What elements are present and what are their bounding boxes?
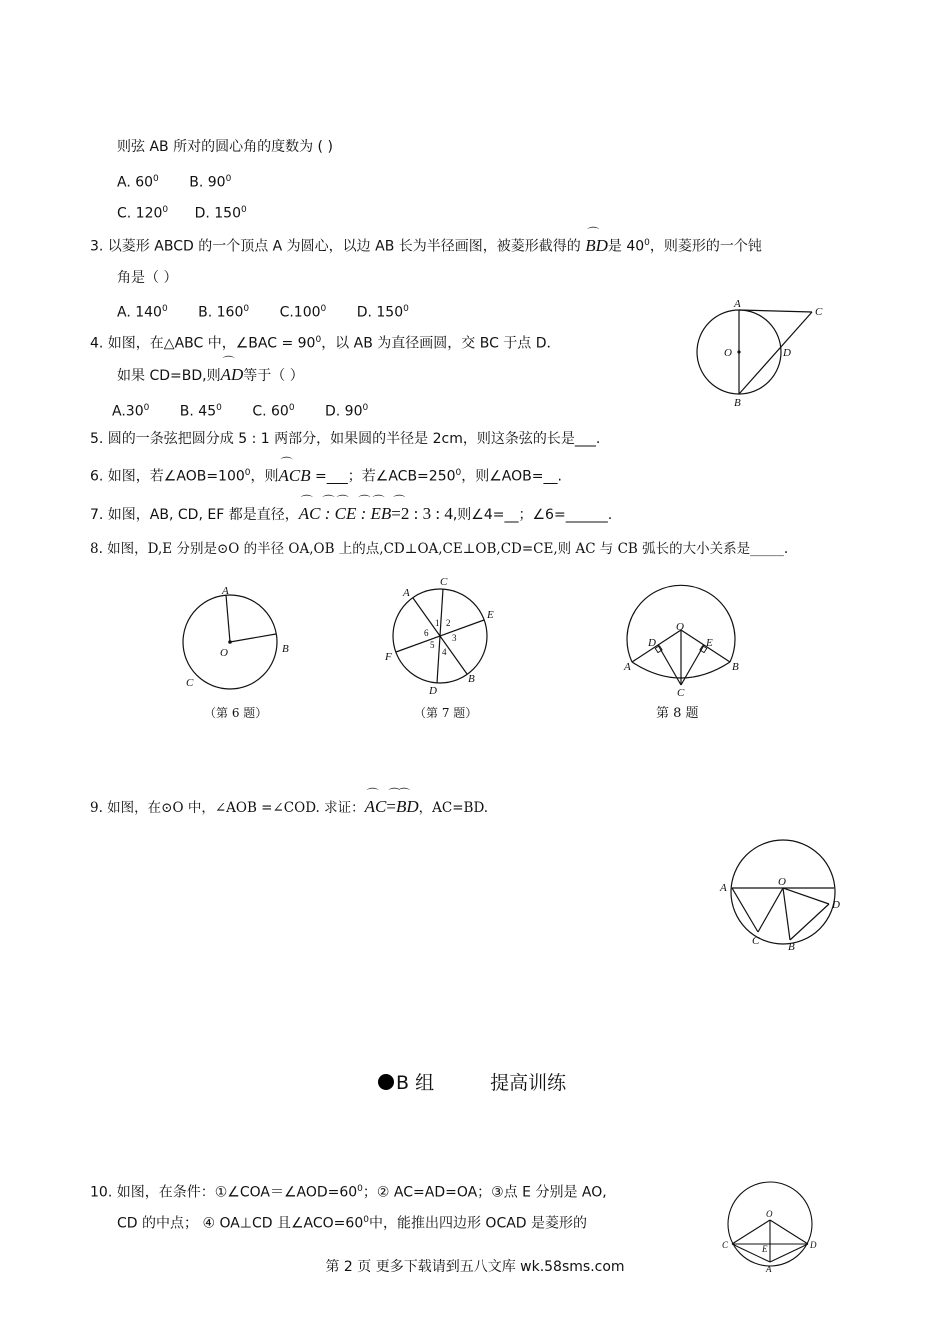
q10-fig-label-e: E bbox=[762, 1244, 768, 1254]
q6-blank1: ___ bbox=[326, 468, 348, 485]
section-b-label: B 组 bbox=[396, 1072, 435, 1094]
q10-line2: CD 的中点； ④ OA⊥CD 且$\angle ACO=60^0$中，能推出四边形 OCAD 是菱形的 bbox=[117, 1215, 588, 1232]
q6-line: 6. 如图，若$\angle AOB=100^0$，则⌒ ACB =___；若$\angle ACB=250^0$，则∠AOB=__. bbox=[90, 464, 562, 486]
fig6-label-b: B bbox=[282, 643, 289, 655]
q2-stem: 则弦 AB 所对的圆心角的度数为 ( ) bbox=[117, 139, 333, 155]
fig6 bbox=[170, 582, 300, 694]
fig7-label-c: C bbox=[440, 576, 448, 588]
q9-fig-label-d: D bbox=[832, 899, 840, 911]
fig6-label-o: O bbox=[220, 647, 228, 659]
q9-arc-ac: ⌒ AC bbox=[365, 797, 387, 816]
q4-fig-label-d: D bbox=[783, 347, 791, 359]
fig7-angle-6: 6 bbox=[424, 628, 429, 638]
q2-option-b: B. $90^0$ bbox=[189, 174, 232, 191]
q2-option-d: D. $150^0$ bbox=[194, 205, 247, 222]
q10-fig-label-c: C bbox=[722, 1240, 729, 1250]
q4-option-d: D. $90^0$ bbox=[325, 403, 369, 420]
q4-option-a: $A.30^0$ bbox=[112, 403, 150, 420]
q8-blank: _____ bbox=[750, 541, 784, 557]
fig7-angle-3: 3 bbox=[452, 633, 457, 643]
q3-option-b: B. $160^0$ bbox=[198, 304, 250, 321]
q6-arc-acb: ⌒ ACB bbox=[279, 466, 311, 485]
fig8-label-e: E bbox=[706, 637, 713, 649]
q3-option-a: A. $140^0$ bbox=[117, 304, 168, 321]
fig7-caption: （第 7 题） bbox=[414, 706, 478, 720]
q7-arc-eb: ⌒ EB bbox=[371, 504, 392, 523]
q8-line: 8. 如图，D,E 分别是⊙O 的半径 OA,OB 上的点,CD⊥OA,CE⊥OB,CD=CE,则 AC 与 CB 弧长的大小关系是_____. bbox=[90, 541, 789, 557]
q3-line2: 角是（ ） bbox=[117, 270, 178, 286]
q7-line: 7. 如图，AB, CD, EF 都是直径，⌒ AC⌒ : ⌒ CE⌒ : ⌒ EB⌒ =2 : 3 : 4,则∠4=__；∠6=______. bbox=[90, 505, 612, 524]
q4-line2: 如果 CD=BD,则⌒ AD等于（ ） bbox=[117, 366, 304, 385]
q5-blank: ___ bbox=[574, 431, 596, 447]
q4-fig-label-o: O bbox=[724, 347, 732, 359]
fig7-angle-4: 4 bbox=[442, 647, 447, 657]
q3-option-c: C.100$^0$ bbox=[279, 304, 327, 321]
q7-blank2: ______ bbox=[565, 507, 608, 523]
fig8-label-d: D bbox=[648, 637, 656, 649]
q10-fig-label-o: O bbox=[766, 1209, 773, 1219]
section-b-title: 提高训练 bbox=[490, 1072, 567, 1094]
q7-arc-ac: ⌒ AC bbox=[299, 504, 321, 523]
q9-fig-label-o: O bbox=[778, 876, 786, 888]
fig7-label-d: D bbox=[429, 685, 437, 696]
q4-options bbox=[112, 399, 394, 421]
fig8-label-c: C bbox=[677, 687, 685, 698]
fig8-label-o: O bbox=[676, 621, 684, 633]
fig8-caption: 第 8 题 bbox=[656, 706, 699, 721]
q6-blank2: __ bbox=[543, 468, 558, 485]
q9-figure bbox=[718, 832, 848, 954]
q9-fig-label-a: A bbox=[720, 882, 727, 894]
q3-arc-bd: ⌒ BD bbox=[585, 236, 608, 255]
q2-options-row2 bbox=[117, 201, 273, 223]
section-b-heading bbox=[378, 1068, 566, 1095]
q4-fig-label-a: A bbox=[734, 298, 741, 310]
q4-arc-ad: ⌒ AD bbox=[221, 365, 244, 384]
q4-figure bbox=[688, 296, 828, 412]
fig8-label-a: A bbox=[624, 661, 631, 673]
q2-option-a: A. $60^0$ bbox=[117, 174, 159, 191]
bullet-dot-icon bbox=[378, 1074, 394, 1090]
q4-option-b: B. $45^0$ bbox=[179, 403, 222, 420]
q3-option-d: D. $150^0$ bbox=[356, 304, 409, 321]
fig7-label-b: B bbox=[468, 673, 475, 685]
q10-line1: 10. 如图，在条件：$①\angle COA=\angle AOD=60^0$；② AC=AD=OA；③点 E 分别是 AO, bbox=[90, 1184, 607, 1201]
q10-fig-label-d: D bbox=[810, 1240, 817, 1250]
fig6-label-a: A bbox=[222, 585, 229, 597]
fig7-angle-2: 2 bbox=[446, 618, 451, 628]
fig7-label-a: A bbox=[403, 587, 410, 599]
q7-blank1: __ bbox=[504, 507, 519, 523]
q2-option-c: C. $120^0$ bbox=[117, 205, 169, 222]
fig8-label-b: B bbox=[732, 661, 739, 673]
fig7 bbox=[382, 574, 502, 696]
fig7-angle-1: 1 bbox=[435, 618, 440, 628]
q9-line: 9. 如图，在⊙O 中，∠AOB =∠COD. 求证：⌒ AC⌒ =⌒ BD，AC=BD. bbox=[90, 798, 488, 817]
q4-line1: 4. 如图，在△ABC 中，∠BAC = $90^0$，以 AB 为直径画圆，交 BC 于点 D． bbox=[90, 335, 561, 352]
q9-arc-bd: ⌒ BD bbox=[396, 797, 419, 816]
q7-arc-ce: ⌒ CE bbox=[335, 504, 357, 523]
q9-fig-label-b: B bbox=[788, 941, 795, 953]
fig6-label-c: C bbox=[186, 677, 194, 689]
q4-fig-label-b: B bbox=[734, 397, 741, 409]
fig7-label-f: F bbox=[385, 651, 392, 663]
q4-fig-label-c: C bbox=[815, 306, 823, 318]
q5-line: 5. 圆的一条弦把圆分成 5 : 1 两部分，如果圆的半径是 2cm，则这条弦的长是___. bbox=[90, 431, 601, 447]
q10-fig-label-a: A bbox=[766, 1264, 772, 1274]
fig7-angle-5: 5 bbox=[430, 640, 435, 650]
q3-options bbox=[117, 300, 435, 322]
fig8 bbox=[616, 574, 746, 698]
page-footer: 第 2 页 更多下载请到五八文库 wk.58sms.com bbox=[325, 1259, 625, 1275]
fig6-caption: （第 6 题） bbox=[204, 706, 268, 720]
q3-line1: 3. 以菱形 ABCD 的一个顶点 A 为圆心，以边 AB 长为半径画图，被菱形截得的 ⌒ BD是 $40^0$，则菱形的一个钝 bbox=[90, 234, 762, 256]
q2-options-row1 bbox=[117, 170, 257, 192]
fig7-label-e: E bbox=[487, 609, 494, 621]
q4-option-c: C. $60^0$ bbox=[252, 403, 295, 420]
q9-fig-label-c: C bbox=[752, 935, 760, 947]
